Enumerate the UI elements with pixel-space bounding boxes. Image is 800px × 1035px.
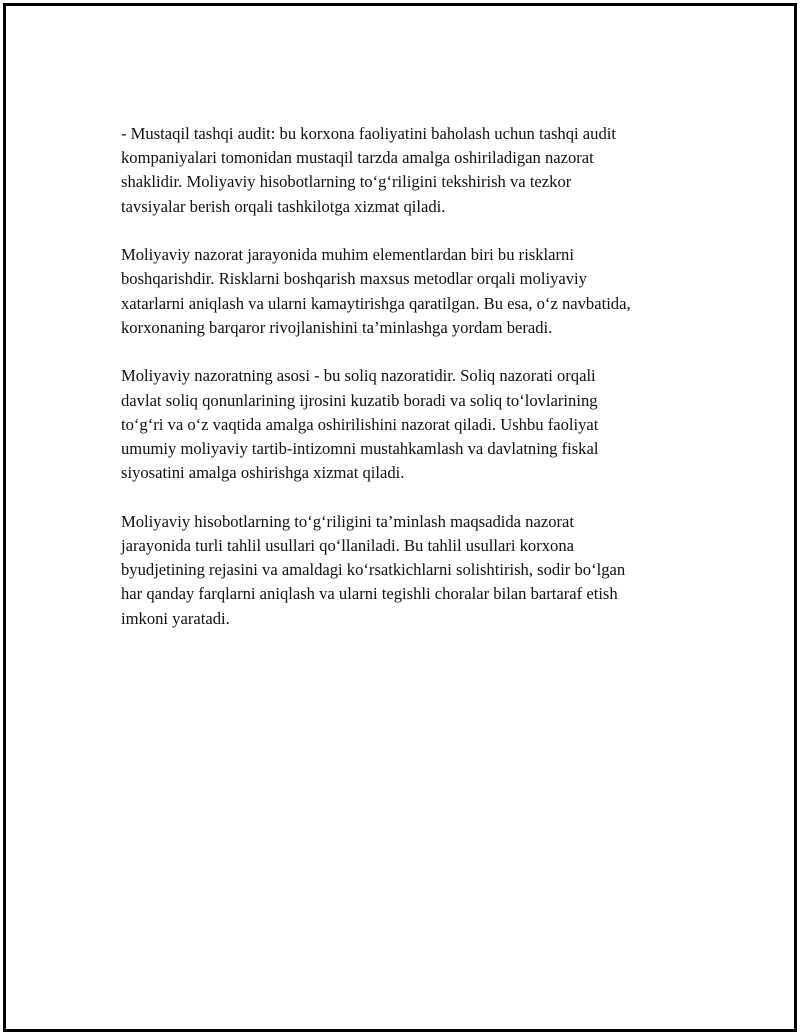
- text-line: tavsiyalar berish orqali tashkilotga xizmat qiladi.: [121, 196, 446, 216]
- document-page: [3, 3, 797, 1032]
- text-line: boshqarishdir. Risklarni boshqarish maxsus metodlar orqali moliyaviy: [121, 269, 587, 289]
- text-line: shaklidir. Moliyaviy hisobotlarning to‘g‘riligini tekshirish va tezkor: [121, 172, 572, 192]
- text-line: jarayonida turli tahlil usullari qo‘llaniladi. Bu tahlil usullari korxona: [121, 536, 575, 556]
- text-line: Moliyaviy nazorat jarayonida muhim elementlardan biri bu risklarni: [121, 245, 574, 265]
- text-line: kompaniyalari tomonidan mustaqil tarzda amalga oshiriladigan nazorat: [121, 148, 594, 168]
- document-body: [121, 122, 681, 655]
- text-line: har qanday farqlarni aniqlash va ularni tegishli choralar bilan bartaraf etish: [121, 584, 618, 604]
- text-line: xatarlarni aniqlash va ularni kamaytirishga qaratilgan. Bu esa, o‘z navbatida,: [121, 293, 631, 313]
- text-line: davlat soliq qonunlarining ijrosini kuzatib boradi va soliq to‘lovlarining: [121, 390, 598, 410]
- text-line: Moliyaviy nazoratning asosi - bu soliq nazoratidir. Soliq nazorati orqali: [121, 366, 596, 386]
- paragraph-independent-audit: [121, 122, 681, 219]
- text-line: byudjetining rejasini va amaldagi ko‘rsatkichlarni solishtirish, sodir bo‘lgan: [121, 560, 626, 580]
- text-line: Moliyaviy hisobotlarning to‘g‘riligini ta’minlash maqsadida nazorat: [121, 511, 575, 531]
- text-line: umumiy moliyaviy tartib-intizomni mustahkamlash va davlatning fiskal: [121, 439, 599, 459]
- text-line: - Mustaqil tashqi audit: bu korxona faoliyatini baholash uchun tashqi audit: [121, 124, 616, 143]
- text-line: siyosatini amalga oshirishga xizmat qiladi.: [121, 463, 405, 483]
- paragraph-analysis-methods: [121, 510, 681, 631]
- text-line: korxonaning barqaror rivojlanishini ta’minlashga yordam beradi.: [121, 317, 553, 337]
- paragraph-risk-management: [121, 243, 681, 340]
- text-line: to‘g‘ri va o‘z vaqtida amalga oshirilishini nazorat qiladi. Ushbu faoliyat: [121, 414, 599, 434]
- paragraph-tax-control: [121, 364, 681, 485]
- text-line: imkoni yaratadi.: [121, 608, 230, 628]
